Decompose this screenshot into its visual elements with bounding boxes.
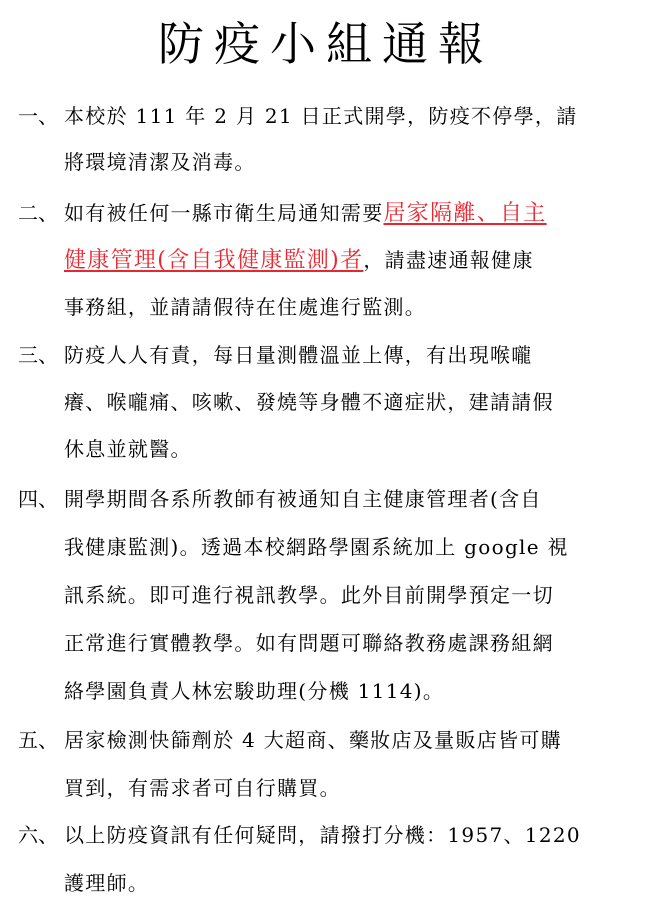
item-text-line: 將環境清潔及消毒。: [64, 150, 256, 174]
item-text-line: 訊系統。即可進行視訊教學。此外目前開學預定一切: [64, 583, 554, 607]
page-title: 防疫小組通報: [158, 17, 494, 71]
item-text-line: 護理師。: [64, 871, 150, 895]
item-text-line: [64, 189, 547, 238]
item-text-line: 開學期間各系所教師有被通知自主健康管理者(含自: [64, 487, 542, 511]
item-text-line: 以上防疫資訊有任何疑問，請撥打分機：1957、1220: [64, 823, 581, 847]
item-text-line: 癢、喉嚨痛、咳嗽、發燒等身體不適症狀，建請請假: [64, 390, 554, 414]
item-text-line: [64, 236, 534, 285]
item-text-line: 休息並就醫。: [64, 437, 192, 461]
item-number: 一、: [18, 104, 58, 128]
item-text-line: 正常進行實體教學。如有問題可聯絡教務處課務組網: [64, 631, 554, 655]
item-number: 四、: [18, 487, 58, 511]
item-text-line: 居家檢測快篩劑於 4 大超商、藥妝店及量販店皆可購: [64, 728, 562, 752]
item-number: 五、: [18, 728, 58, 752]
item-text-line: 事務組，並請請假待在住處進行監測。: [64, 295, 427, 319]
item-number: 二、: [18, 201, 58, 225]
item-text-line: 防疫人人有責，每日量測體溫並上傳，有出現喉嚨: [64, 343, 533, 367]
item-text-line: 絡學園負責人林宏駿助理(分機 1114)。: [64, 679, 445, 703]
highlighted-text: 健康管理(含自我健康監測)者: [64, 248, 364, 273]
item-text-line: 本校於 111 年 2 月 21 日正式開學，防疫不停學，請: [64, 104, 578, 128]
highlighted-text: 居家隔離、自主: [383, 201, 547, 226]
item-text: 如有被任何一縣市衛生局通知需要: [64, 201, 384, 225]
item-number: 六、: [18, 823, 58, 847]
item-text-line: 買到，有需求者可自行購買。: [64, 776, 341, 800]
item-text-line: 我健康監測)。透過本校網路學園系統加上 google 視: [64, 535, 569, 559]
item-text: ，請盡速通報健康: [363, 248, 534, 272]
item-number: 三、: [18, 343, 58, 367]
